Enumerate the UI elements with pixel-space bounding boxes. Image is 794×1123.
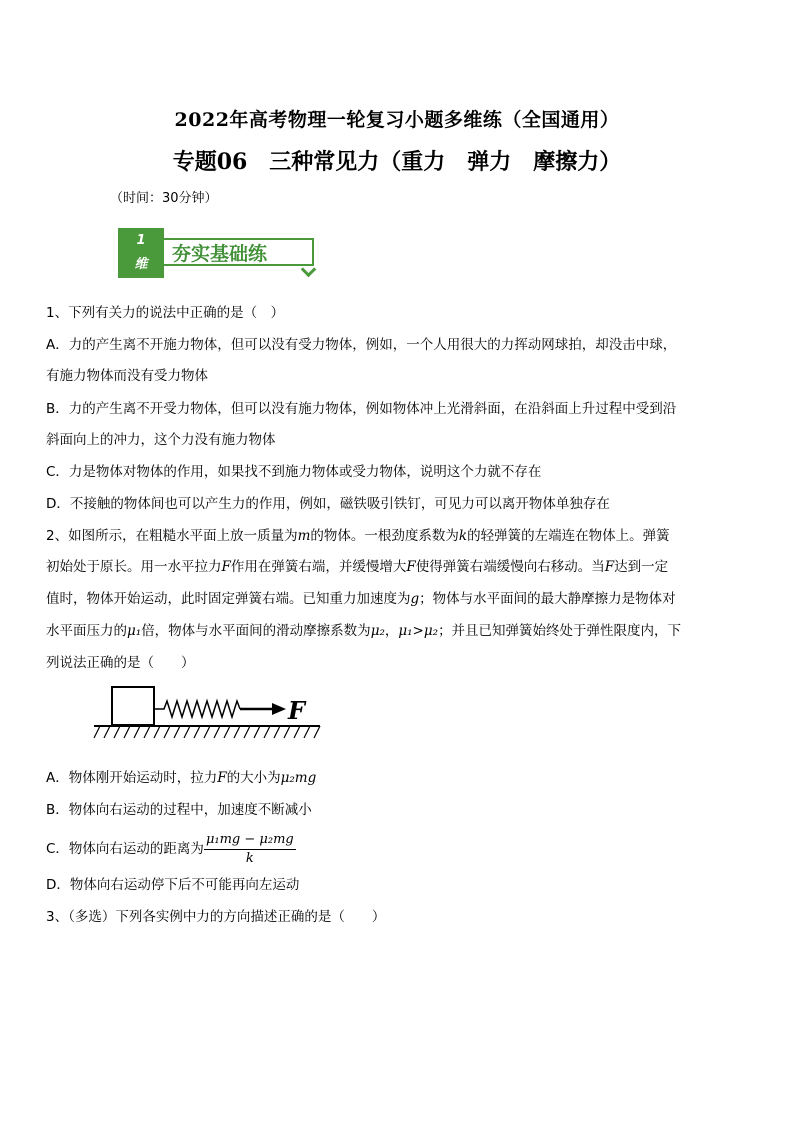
q2-option-a: A．物体刚开始运动时，拉力F的大小为μ₂mg <box>46 770 317 786</box>
q2-stem-line2: 初始处于原长。用一水平拉力F作用在弹簧右端，并缓慢增大F使得弹簧右端缓慢向右移动。当F达到一定 <box>46 559 669 575</box>
force-arrow-head <box>272 703 286 715</box>
q2-option-c: C．物体向右运动的距离为 $\frac{\text{μ₁mg − μ₂mg}}{k}$ <box>46 831 294 866</box>
spring-block-figure <box>92 683 322 745</box>
q1-option-b-cont: 斜面向上的冲力，这个力没有施力物体 <box>46 432 276 448</box>
section-banner <box>118 228 314 278</box>
time-limit: （时间：30分钟） <box>110 191 218 206</box>
q3-stem: 3、（多选）下列各实例中力的方向描述正确的是（ ） <box>46 909 386 925</box>
badge-number: 1 <box>136 233 146 248</box>
q1-option-b: B．力的产生离不开受力物体，但可以没有施力物体，例如物体冲上光滑斜面，在沿斜面上升过程中受到沿 <box>46 401 677 417</box>
q2-stem-line4: 水平面压力的μ₁倍，物体与水平面间的滑动摩擦系数为μ₂，μ₁>μ₂；并且已知弹簧始终处于弹性限度内，下 <box>46 623 682 639</box>
q1-stem: 1、下列有关力的说法中正确的是（ ） <box>46 305 285 321</box>
q2-stem-line5: 列说法正确的是（ ） <box>46 655 195 671</box>
block <box>112 687 154 725</box>
topic-subtitle: 专题06 三种常见力（重力 弹力 摩擦力） <box>172 149 622 175</box>
document-title: 2022年高考物理一轮复习小题多维练（全国通用） <box>174 109 620 131</box>
ground-hatching <box>94 726 320 738</box>
section-badge <box>118 228 164 278</box>
section-label: 夯实基础练 <box>164 238 314 266</box>
q1-option-c: C．力是物体对物体的作用，如果找不到施力物体或受力物体，说明这个力就不存在 <box>46 464 542 480</box>
force-label: F <box>288 696 306 725</box>
badge-char: 维 <box>134 257 148 272</box>
spring <box>154 701 240 717</box>
q2-stem-line3: 值时，物体开始运动，此时固定弹簧右端。已知重力加速度为g；物体与水平面间的最大静摩擦力是物体对 <box>46 591 676 607</box>
distance-fraction: $\frac{\text{μ₁mg − μ₂mg}}{k}$ <box>205 831 294 866</box>
q1-option-a-cont: 有施力物体而没有受力物体 <box>46 368 208 384</box>
q2-option-d: D．物体向右运动停下后不可能再向左运动 <box>46 877 300 893</box>
q1-option-a: A．力的产生离不开施力物体，但可以没有受力物体，例如，一个人用很大的力挥动网球拍，却没击中球， <box>46 337 677 353</box>
q2-option-b: B．物体向右运动的过程中，加速度不断减小 <box>46 802 312 818</box>
q2-stem-line1: 2、如图所示，在粗糙水平面上放一质量为m的物体。一根劲度系数为k的轻弹簧的左端连在物体上。弹簧 <box>46 528 670 544</box>
q1-option-d: D．不接触的物体间也可以产生力的作用，例如，磁铁吸引铁钉，可见力可以离开物体单独存在 <box>46 496 610 512</box>
